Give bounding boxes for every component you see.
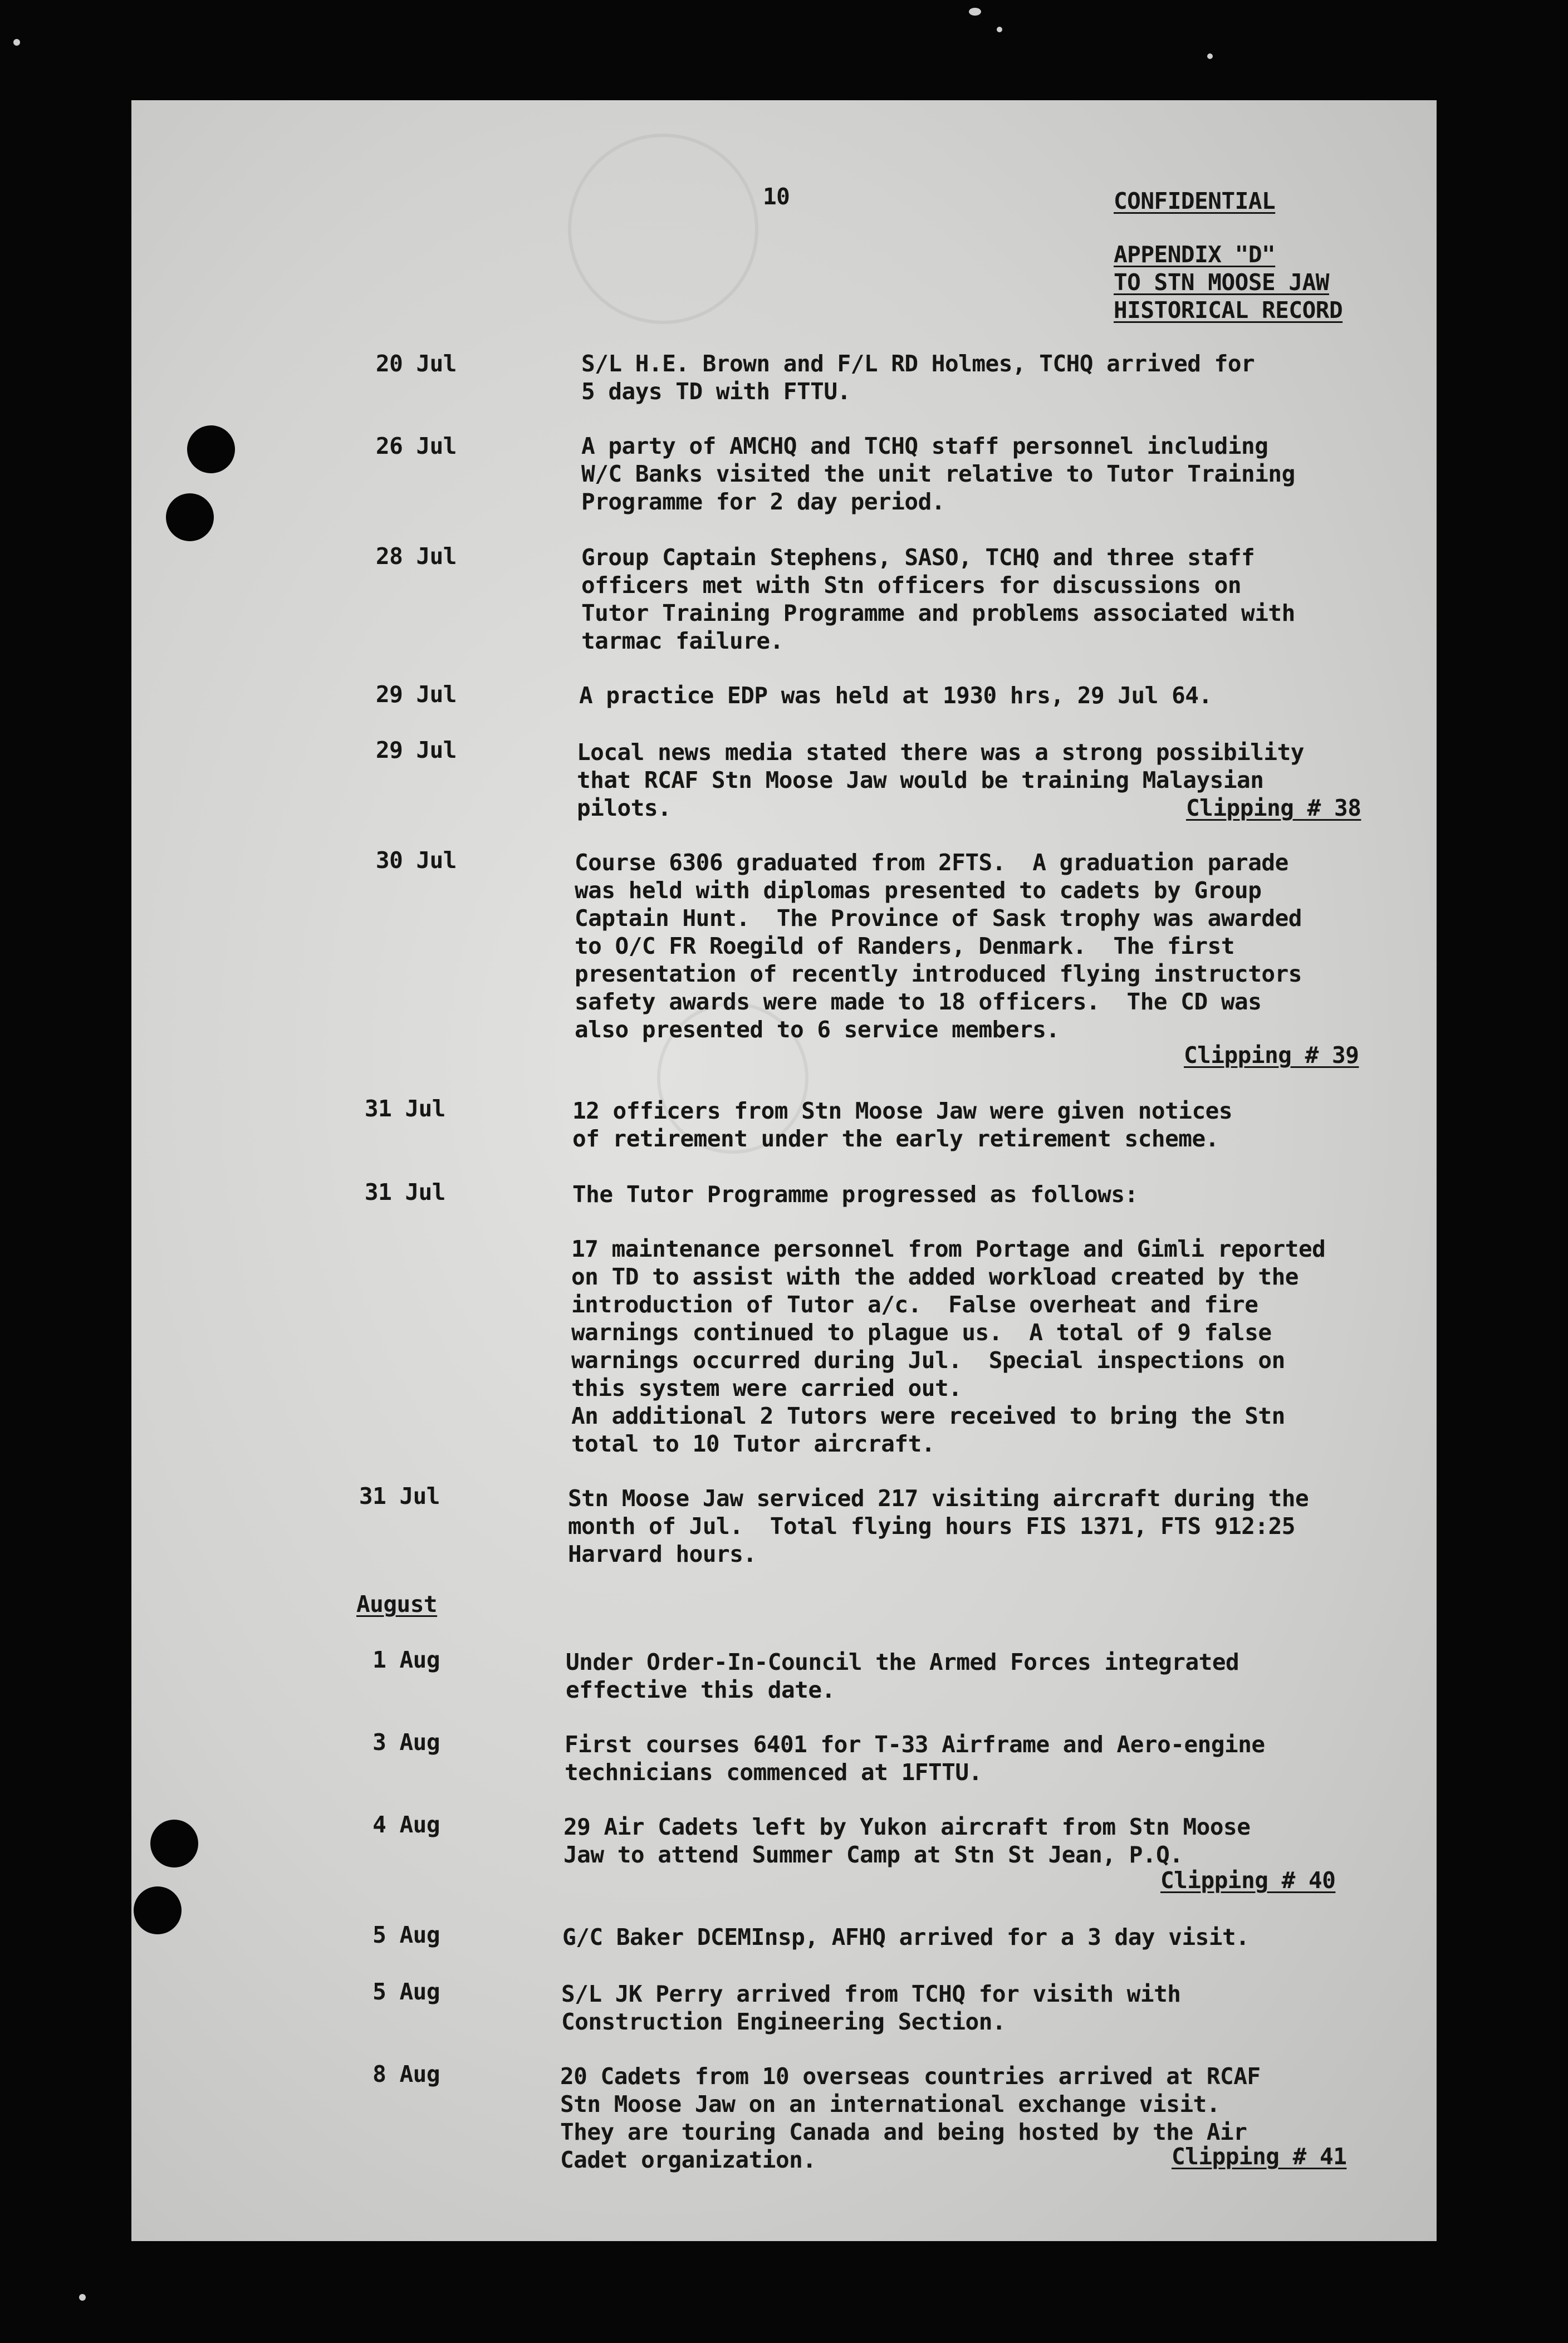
entry-line: Cadet organization. xyxy=(560,2146,816,2173)
film-speck xyxy=(79,2294,86,2301)
entry-date: 3 Aug xyxy=(373,1729,440,1756)
entry-line: total to 10 Tutor aircraft. xyxy=(571,1430,935,1457)
binder-hole xyxy=(187,425,235,473)
entry-date: 26 Jul xyxy=(375,433,457,459)
entry-line: to O/C FR Roegild of Randers, Denmark. The first xyxy=(575,933,1235,959)
entry-line: presentation of recently introduced flying instructors xyxy=(575,960,1302,987)
entry-line: Stn Moose Jaw on an international exchange visit. xyxy=(560,2091,1221,2117)
entry-line: introduction of Tutor a/c. False overheat and fire xyxy=(571,1291,1258,1318)
entry-line: G/C Baker DCEMInsp, AFHQ arrived for a 3 day visit. xyxy=(562,1924,1250,1950)
entry-date: 30 Jul xyxy=(375,847,457,874)
entry-line: 20 Cadets from 10 overseas countries arrived at RCAF xyxy=(560,2063,1261,2090)
film-speck xyxy=(13,39,20,46)
entry-date: 31 Jul xyxy=(364,1179,445,1205)
entry-date: 5 Aug xyxy=(373,1978,440,2005)
appendix-line: TO STN MOOSE JAW xyxy=(1114,269,1329,296)
entry-line: warnings occurred during Jul. Special inspections on xyxy=(571,1347,1285,1374)
film-speck xyxy=(1207,53,1213,59)
classification-label: CONFIDENTIAL xyxy=(1114,188,1276,214)
page-number: 10 xyxy=(763,183,790,210)
entry-line: of retirement under the early retirement scheme. xyxy=(572,1125,1219,1152)
entry-line: 5 days TD with FTTU. xyxy=(581,378,851,405)
entry-line: The Tutor Programme progressed as follows: xyxy=(572,1181,1138,1208)
entry-date: 31 Jul xyxy=(364,1095,445,1122)
entry-date: 5 Aug xyxy=(373,1922,440,1948)
binder-hole xyxy=(150,1820,198,1867)
entry-date: 28 Jul xyxy=(375,543,457,570)
appendix-line: APPENDIX "D" xyxy=(1114,241,1276,268)
entry-line: tarmac failure. xyxy=(581,628,783,654)
entry-line: An additional 2 Tutors were received to bring the Stn xyxy=(571,1403,1285,1429)
film-speck xyxy=(969,8,981,16)
entry-line: Tutor Training Programme and problems associated with xyxy=(581,600,1295,626)
clipping-reference: Clipping # 38 xyxy=(1186,795,1361,821)
entry-line: Jaw to attend Summer Camp at Stn St Jean, P.Q. xyxy=(564,1841,1183,1868)
entry-line: 17 maintenance personnel from Portage and Gimli reported xyxy=(571,1236,1326,1262)
entry-date: 1 Aug xyxy=(373,1646,440,1673)
clipping-reference: Clipping # 39 xyxy=(1184,1042,1359,1068)
entry-line: on TD to assist with the added workload created by the xyxy=(571,1263,1298,1290)
entry-line: pilots. xyxy=(577,795,672,821)
entry-line: this system were carried out. xyxy=(571,1375,962,1401)
entry-line: A practice EDP was held at 1930 hrs, 29 Jul 64. xyxy=(579,682,1212,709)
entry-line: First courses 6401 for T-33 Airframe and Aero-engine xyxy=(565,1731,1265,1758)
entry-date: 29 Jul xyxy=(375,737,457,763)
entry-date: 20 Jul xyxy=(375,350,457,377)
entry-line: S/L JK Perry arrived from TCHQ for visith with xyxy=(561,1981,1181,2007)
entry-line: A party of AMCHQ and TCHQ staff personnel including xyxy=(581,433,1268,459)
binder-hole xyxy=(134,1886,182,1934)
entry-line: effective this date. xyxy=(566,1677,835,1703)
film-speck xyxy=(997,27,1002,32)
entry-line: Stn Moose Jaw serviced 217 visiting aircraft during the xyxy=(568,1485,1309,1512)
entry-line: month of Jul. Total flying hours FIS 1371, FTS 912:25 xyxy=(568,1513,1295,1540)
binder-hole xyxy=(166,493,214,541)
entry-line: Captain Hunt. The Province of Sask trophy was awarded xyxy=(575,905,1302,932)
entry-date: 31 Jul xyxy=(359,1483,440,1509)
entry-date: 29 Jul xyxy=(375,681,457,708)
entry-line: Harvard hours. xyxy=(568,1541,757,1567)
faded-stamp xyxy=(568,134,758,324)
clipping-reference: Clipping # 40 xyxy=(1160,1867,1336,1894)
entry-date: 4 Aug xyxy=(373,1811,440,1838)
entry-line: 29 Air Cadets left by Yukon aircraft from Stn Moose xyxy=(564,1813,1251,1840)
entry-line: Group Captain Stephens, SASO, TCHQ and three staff xyxy=(581,544,1255,571)
entry-line: warnings continued to plague us. A total of 9 false xyxy=(571,1319,1272,1346)
entry-line: W/C Banks visited the unit relative to Tutor Training xyxy=(581,460,1295,487)
entry-line: was held with diplomas presented to cadets by Group xyxy=(575,877,1262,904)
appendix-line: HISTORICAL RECORD xyxy=(1114,297,1343,323)
document-page xyxy=(131,100,1437,2241)
entry-line: Local news media stated there was a strong possibility xyxy=(577,739,1304,766)
clipping-reference: Clipping # 41 xyxy=(1172,2143,1347,2170)
entry-line: They are touring Canada and being hosted by the Air xyxy=(560,2119,1247,2145)
entry-line: that RCAF Stn Moose Jaw would be training Malaysian xyxy=(577,767,1264,793)
entry-line: officers met with Stn officers for discussions on xyxy=(581,572,1242,599)
entry-line: S/L H.E. Brown and F/L RD Holmes, TCHQ arrived for xyxy=(581,350,1255,377)
entry-date: 8 Aug xyxy=(373,2061,440,2087)
entry-line: 12 officers from Stn Moose Jaw were given notices xyxy=(572,1097,1233,1124)
entry-line: Under Order-In-Council the Armed Forces integrated xyxy=(566,1649,1239,1675)
entry-line: safety awards were made to 18 officers. The CD was xyxy=(575,988,1262,1015)
entry-line: technicians commenced at 1FTTU. xyxy=(565,1759,982,1786)
entry-line: Construction Engineering Section. xyxy=(561,2008,1006,2035)
entry-line: Course 6306 graduated from 2FTS. A graduation parade xyxy=(575,849,1288,876)
section-heading: August xyxy=(356,1591,438,1617)
entry-line: also presented to 6 service members. xyxy=(575,1016,1060,1043)
entry-line: Programme for 2 day period. xyxy=(581,488,945,515)
